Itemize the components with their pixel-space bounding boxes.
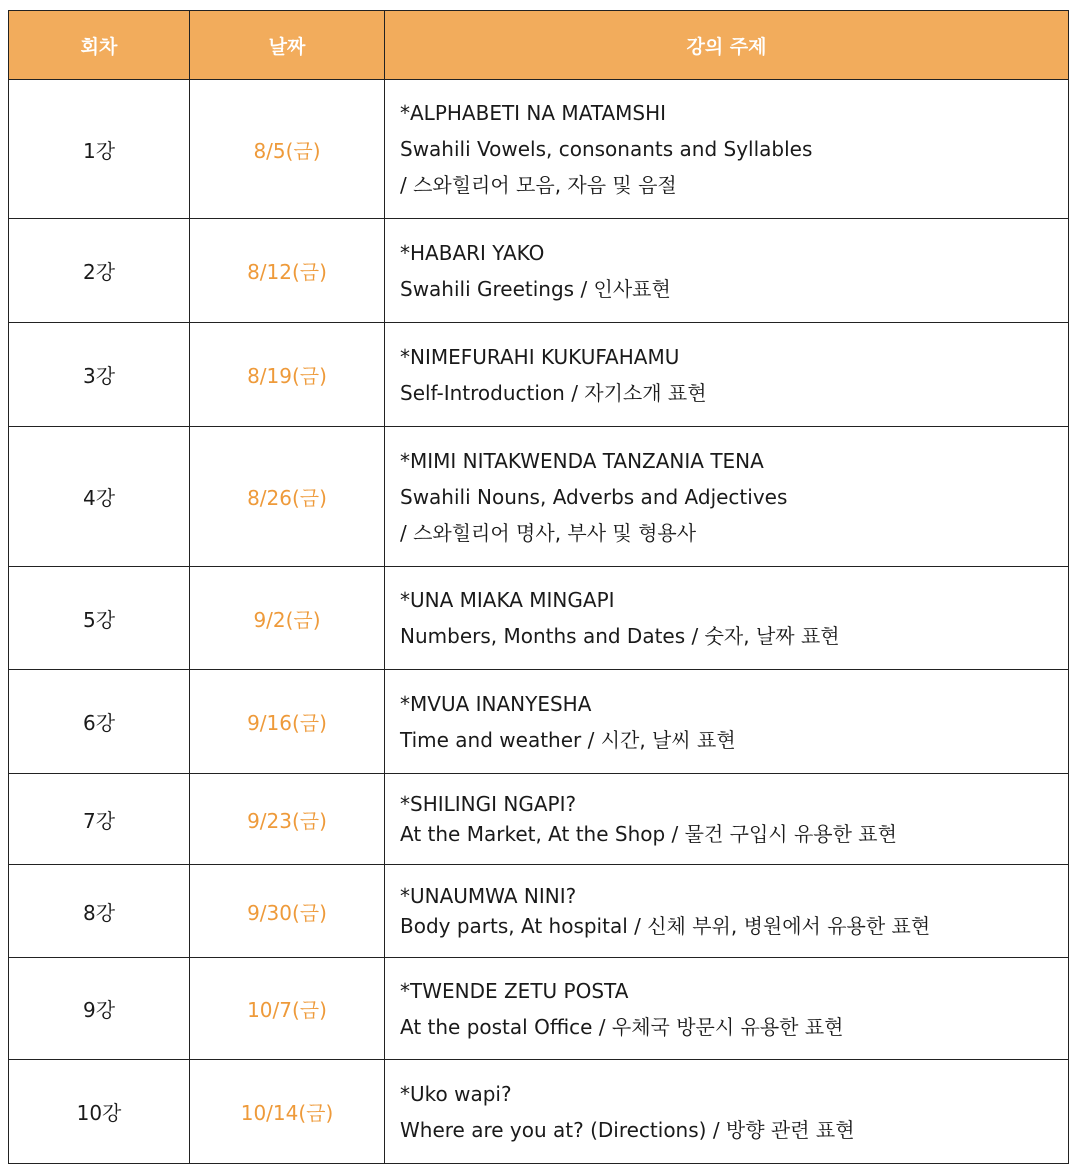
topic-description: Where are you at? (Directions) / 방향 관련 표현 <box>400 1117 855 1142</box>
table-row <box>9 1060 1069 1164</box>
topic-description: At the postal Office / 우체국 방문시 유용한 표현 <box>400 1014 844 1039</box>
date-cell: 9/23(금) <box>190 774 385 865</box>
topic-title: *MIMI NITAKWENDA TANZANIA TENA <box>400 448 764 473</box>
session-cell: 3강 <box>9 323 190 427</box>
topic-description: Self-Introduction / 자기소개 표현 <box>400 380 707 405</box>
topic-description: Swahili Vowels, consonants and Syllables <box>400 137 813 161</box>
session-cell: 2강 <box>9 219 190 323</box>
date-cell: 8/12(금) <box>190 219 385 323</box>
topic-description: Swahili Nouns, Adverbs and Adjectives <box>400 484 788 509</box>
date-cell: 8/5(금) <box>190 80 385 219</box>
session-cell: 4강 <box>9 427 190 567</box>
header-topic: 강의 주제 <box>385 11 1069 80</box>
topic-cell <box>385 219 1069 323</box>
table-row <box>9 80 1069 219</box>
table-row <box>9 670 1069 774</box>
table-row <box>9 865 1069 958</box>
topic-title: *ALPHABETI NA MATAMSHI <box>400 101 667 125</box>
topic-cell <box>385 1060 1069 1164</box>
header-date: 날짜 <box>190 11 385 80</box>
topic-cell <box>385 427 1069 567</box>
date-cell: 8/19(금) <box>190 323 385 427</box>
table-row <box>9 567 1069 670</box>
topic-title: *UNA MIAKA MINGAPI <box>400 588 615 612</box>
session-cell: 9강 <box>9 958 190 1060</box>
table-row <box>9 774 1069 865</box>
date-cell: 9/2(금) <box>190 567 385 670</box>
session-cell: 8강 <box>9 865 190 958</box>
lecture-schedule-table <box>8 10 1069 1164</box>
topic-description: Numbers, Months and Dates / 숫자, 날짜 표현 <box>400 624 840 648</box>
session-cell: 10강 <box>9 1060 190 1164</box>
date-cell: 10/7(금) <box>190 958 385 1060</box>
topic-title: *SHILINGI NGAPI? <box>400 792 577 816</box>
topic-title: *NIMEFURAHI KUKUFAHAMU <box>400 344 680 369</box>
topic-description-korean: / 스와힐리어 명사, 부사 및 형용사 <box>400 520 697 545</box>
table-header-row <box>9 11 1069 80</box>
session-cell: 5강 <box>9 567 190 670</box>
topic-title: *HABARI YAKO <box>400 240 545 265</box>
topic-description: Time and weather / 시간, 날씨 표현 <box>400 727 736 752</box>
topic-title: *TWENDE ZETU POSTA <box>400 978 629 1003</box>
topic-description: Body parts, At hospital / 신체 부위, 병원에서 유용한 표현 <box>400 914 931 938</box>
topic-cell <box>385 567 1069 670</box>
topic-title: *MVUA INANYESHA <box>400 691 592 716</box>
table-row <box>9 219 1069 323</box>
header-session: 회차 <box>9 11 190 80</box>
topic-cell <box>385 774 1069 865</box>
table-row <box>9 427 1069 567</box>
topic-description: Swahili Greetings / 인사표현 <box>400 276 671 301</box>
table-row <box>9 323 1069 427</box>
topic-cell <box>385 865 1069 958</box>
session-cell: 1강 <box>9 80 190 219</box>
topic-description-korean: / 스와힐리어 모음, 자음 및 음절 <box>400 173 677 197</box>
topic-title: *UNAUMWA NINI? <box>400 884 577 908</box>
topic-cell <box>385 670 1069 774</box>
session-cell: 6강 <box>9 670 190 774</box>
date-cell: 9/30(금) <box>190 865 385 958</box>
topic-cell <box>385 958 1069 1060</box>
date-cell: 9/16(금) <box>190 670 385 774</box>
table-row <box>9 958 1069 1060</box>
session-cell: 7강 <box>9 774 190 865</box>
date-cell: 8/26(금) <box>190 427 385 567</box>
date-cell: 10/14(금) <box>190 1060 385 1164</box>
topic-description: At the Market, At the Shop / 물건 구입시 유용한 표현 <box>400 822 897 846</box>
topic-cell <box>385 80 1069 219</box>
topic-title: *Uko wapi? <box>400 1081 512 1106</box>
topic-cell <box>385 323 1069 427</box>
